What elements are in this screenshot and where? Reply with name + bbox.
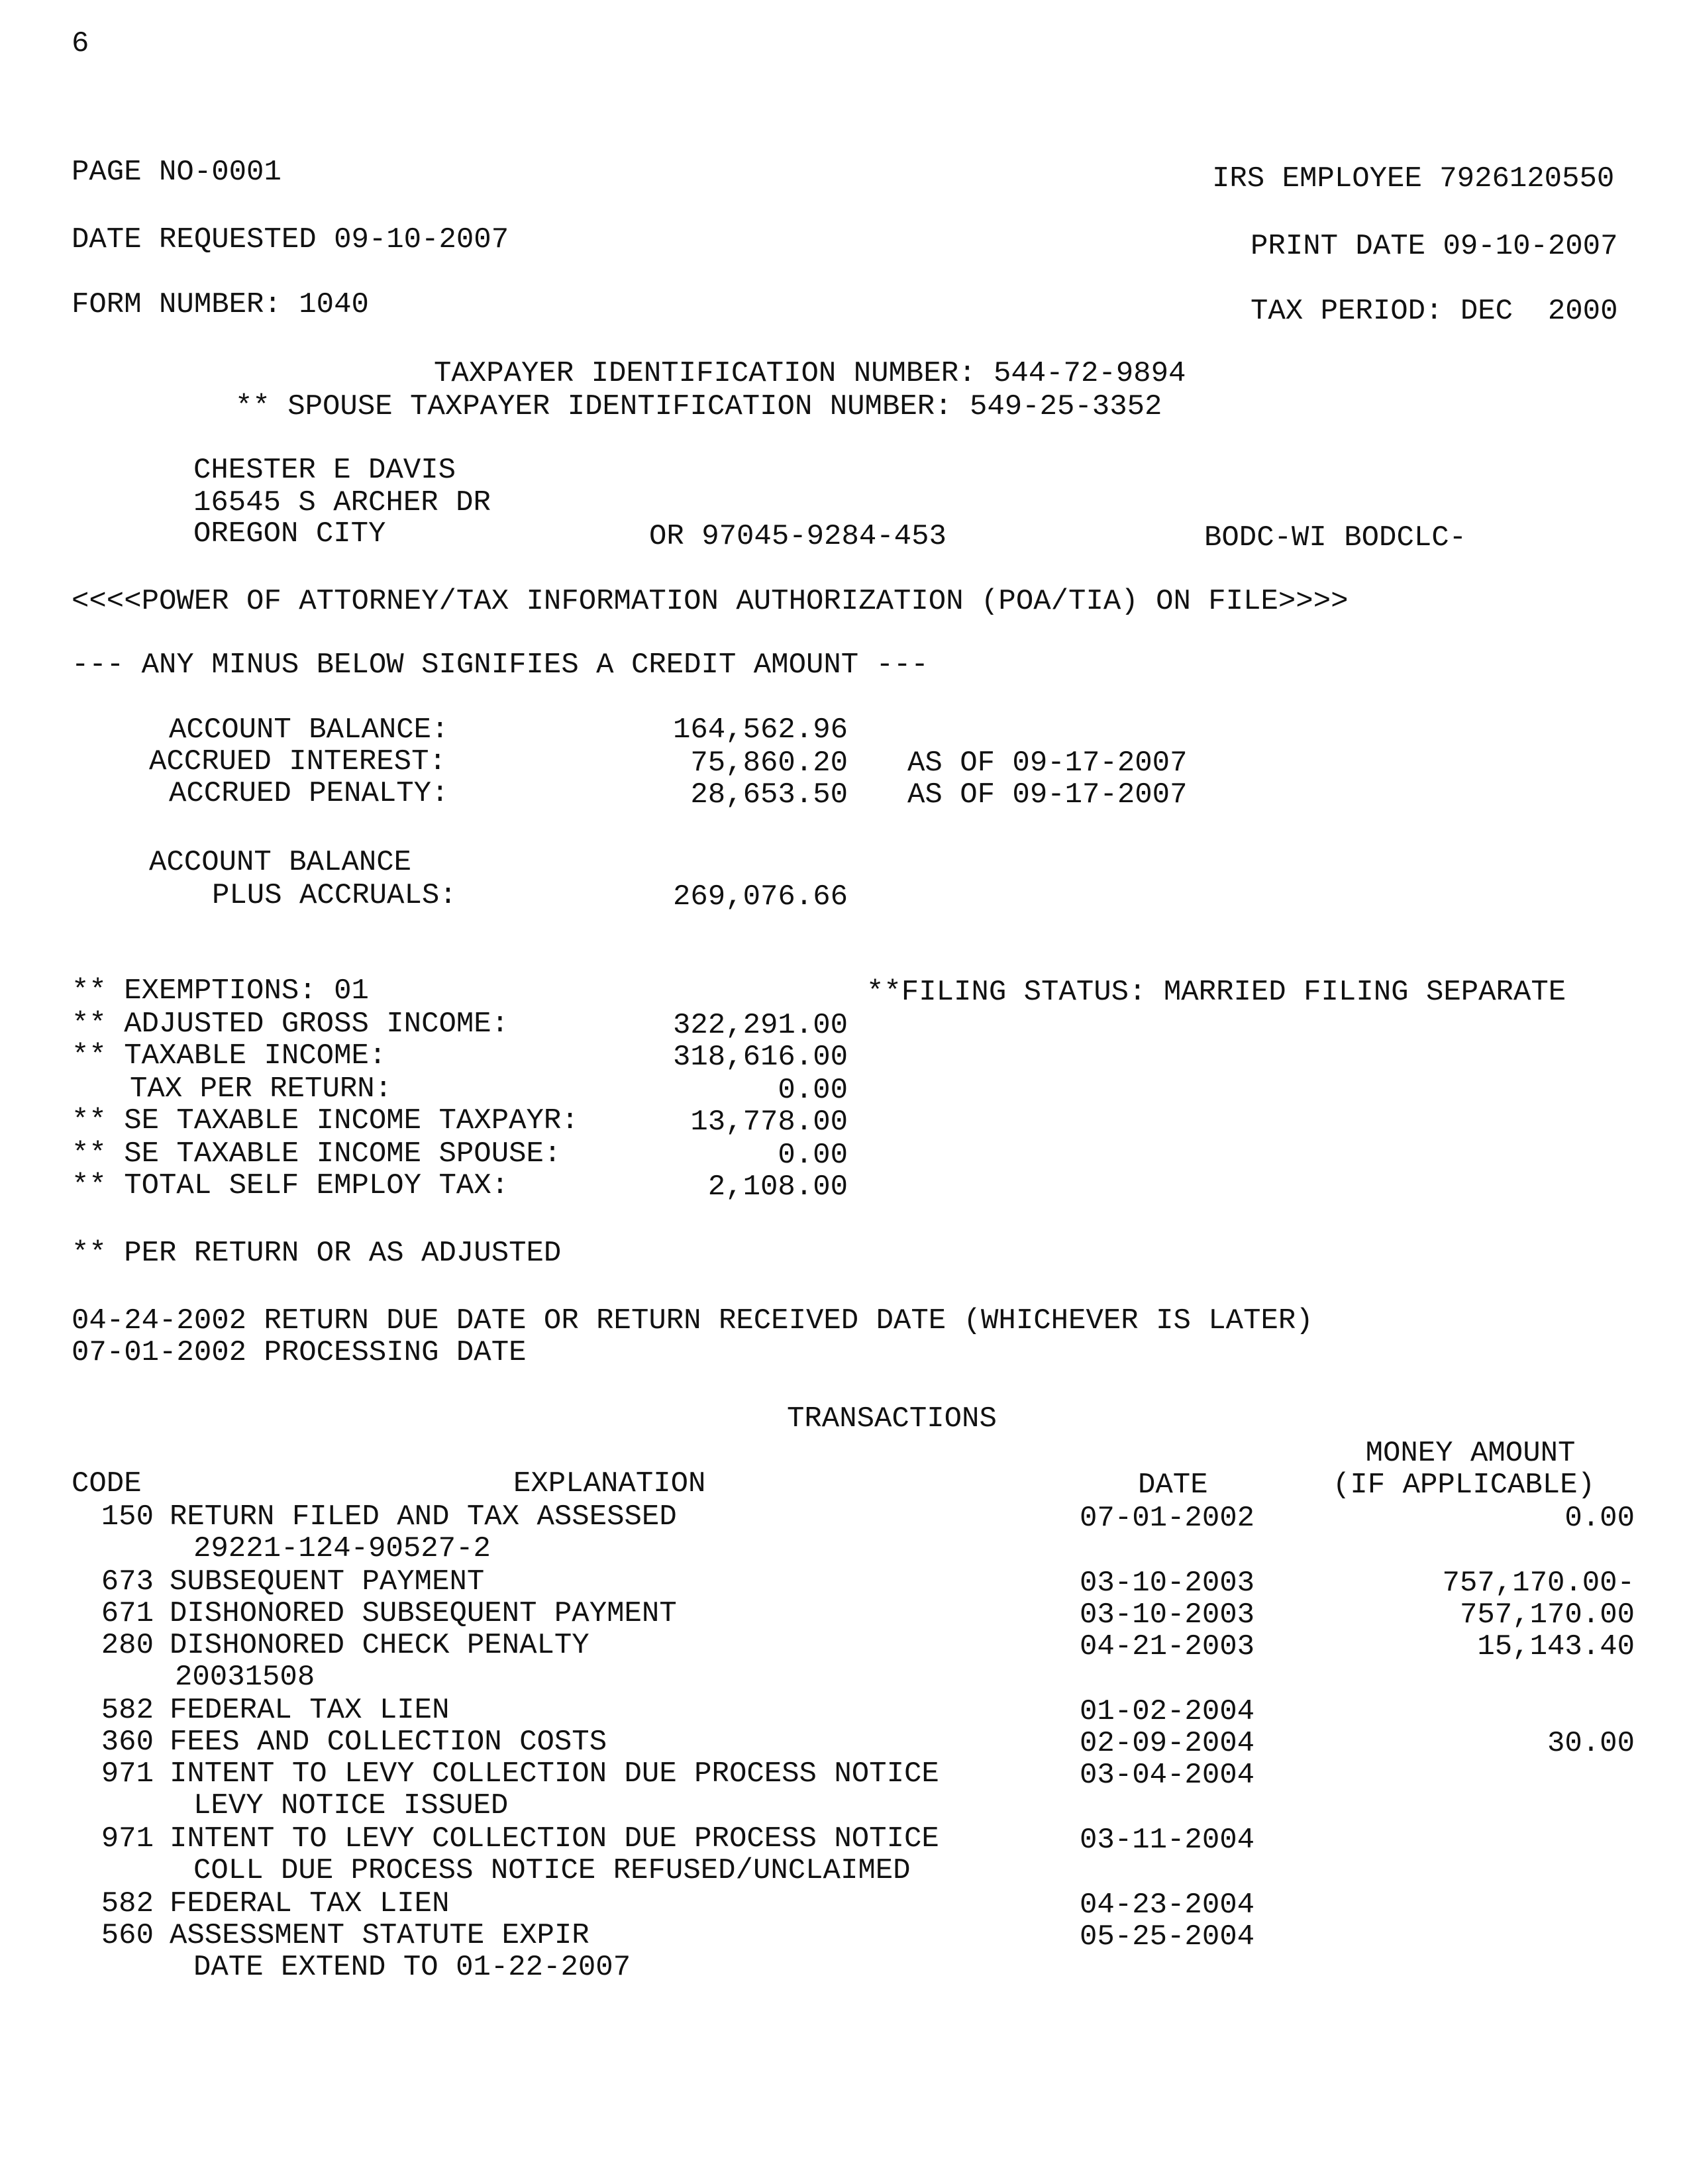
return-due-date: 04-24-2002 RETURN DUE DATE OR RETURN RECEIVED DATE (WHICHEVER IS LATER) bbox=[72, 1304, 1313, 1337]
per-return-note: ** PER RETURN OR AS ADJUSTED bbox=[72, 1237, 562, 1270]
accrued-interest-value: 75,860.20 bbox=[690, 747, 848, 780]
transaction-detail: 29221-124-90527-2 bbox=[193, 1532, 491, 1565]
transaction-explanation: FEES AND COLLECTION COSTS bbox=[170, 1726, 607, 1759]
taxable-income-value: 318,616.00 bbox=[672, 1041, 848, 1074]
transaction-explanation: FEDERAL TAX LIEN bbox=[170, 1694, 450, 1727]
transaction-amount: 30.00 bbox=[1547, 1727, 1635, 1760]
transaction-amount: 0.00 bbox=[1564, 1502, 1635, 1535]
transaction-explanation: ASSESSMENT STATUTE EXPIR bbox=[170, 1919, 589, 1952]
tax-period: TAX PERIOD: DEC 2000 bbox=[1251, 295, 1618, 328]
accrued-penalty-value: 28,653.50 bbox=[690, 778, 848, 811]
accrued-interest-label: ACCRUED INTEREST: bbox=[149, 745, 446, 778]
spouse-tin: ** SPOUSE TAXPAYER IDENTIFICATION NUMBER: 549-25-3352 bbox=[235, 390, 1162, 423]
transaction-explanation: FEDERAL TAX LIEN bbox=[170, 1887, 450, 1920]
poa-notice: <<<<POWER OF ATTORNEY/TAX INFORMATION AUTHORIZATION (POA/TIA) ON FILE>>>> bbox=[72, 585, 1349, 618]
office-code: BODC-WI BODCLC- bbox=[1204, 521, 1467, 554]
transaction-code: 971 bbox=[101, 1822, 154, 1855]
print-date: PRINT DATE 09-10-2007 bbox=[1251, 230, 1618, 263]
transaction-detail: DATE EXTEND TO 01-22-2007 bbox=[193, 1951, 631, 1984]
se-spouse-value: 0.00 bbox=[778, 1139, 848, 1172]
date-column-header: DATE bbox=[1138, 1469, 1208, 1502]
transaction-code: 582 bbox=[101, 1694, 154, 1727]
transaction-date: 03-10-2003 bbox=[1080, 1567, 1255, 1600]
transaction-code: 560 bbox=[101, 1919, 154, 1952]
transactions-title: TRANSACTIONS bbox=[787, 1402, 997, 1435]
transaction-date: 05-25-2004 bbox=[1080, 1920, 1255, 1953]
accrued-penalty-asof: AS OF 09-17-2007 bbox=[907, 778, 1188, 811]
transaction-detail: COLL DUE PROCESS NOTICE REFUSED/UNCLAIMED bbox=[193, 1854, 911, 1887]
form-number: FORM NUMBER: 1040 bbox=[72, 288, 369, 321]
transaction-amount: 757,170.00- bbox=[1442, 1567, 1635, 1600]
explanation-column-header: EXPLANATION bbox=[513, 1467, 706, 1500]
transaction-detail: LEVY NOTICE ISSUED bbox=[193, 1789, 509, 1822]
transaction-amount: 757,170.00 bbox=[1459, 1598, 1635, 1632]
irs-employee: IRS EMPLOYEE 7926120550 bbox=[1212, 162, 1615, 195]
transaction-date: 03-04-2004 bbox=[1080, 1759, 1255, 1792]
transaction-code: 673 bbox=[101, 1565, 154, 1598]
accrued-penalty-label: ACCRUED PENALTY: bbox=[169, 777, 449, 810]
transaction-explanation: SUBSEQUENT PAYMENT bbox=[170, 1565, 485, 1598]
transaction-code: 280 bbox=[101, 1629, 154, 1662]
transaction-detail: 20031508 bbox=[175, 1661, 315, 1694]
transaction-code: 582 bbox=[101, 1887, 154, 1920]
accrued-interest-asof: AS OF 09-17-2007 bbox=[907, 747, 1188, 780]
tax-per-return-value: 0.00 bbox=[778, 1074, 848, 1107]
taxpayer-street: 16545 S ARCHER DR bbox=[193, 486, 491, 519]
money-amount-header-1: MONEY AMOUNT bbox=[1365, 1437, 1576, 1470]
agi-value: 322,291.00 bbox=[672, 1009, 848, 1042]
account-balance-label: ACCOUNT BALANCE: bbox=[169, 713, 449, 747]
taxable-income-label: ** TAXABLE INCOME: bbox=[72, 1039, 387, 1072]
transaction-code: 671 bbox=[101, 1597, 154, 1630]
plus-accruals-label-1: ACCOUNT BALANCE bbox=[149, 846, 412, 879]
transaction-code: 150 bbox=[101, 1500, 154, 1534]
code-column-header: CODE bbox=[72, 1467, 142, 1500]
taxpayer-city: OREGON CITY bbox=[193, 517, 386, 550]
transaction-date: 03-11-2004 bbox=[1080, 1824, 1255, 1857]
transaction-code: 971 bbox=[101, 1757, 154, 1791]
filing-status: **FILING STATUS: MARRIED FILING SEPARATE bbox=[866, 976, 1566, 1009]
account-balance-value: 164,562.96 bbox=[672, 713, 848, 747]
transaction-amount: 15,143.40 bbox=[1477, 1630, 1635, 1663]
transaction-explanation: DISHONORED SUBSEQUENT PAYMENT bbox=[170, 1597, 677, 1630]
transaction-explanation: INTENT TO LEVY COLLECTION DUE PROCESS NOTICE bbox=[170, 1757, 939, 1791]
processing-date: 07-01-2002 PROCESSING DATE bbox=[72, 1336, 527, 1369]
tax-per-return-label: TAX PER RETURN: bbox=[130, 1072, 393, 1106]
se-spouse-label: ** SE TAXABLE INCOME SPOUSE: bbox=[72, 1137, 562, 1170]
credit-amount-note: --- ANY MINUS BELOW SIGNIFIES A CREDIT AMOUNT --- bbox=[72, 649, 929, 682]
transaction-date: 07-01-2002 bbox=[1080, 1502, 1255, 1535]
page-number: 6 bbox=[72, 27, 89, 60]
se-taxpayer-value: 13,778.00 bbox=[690, 1106, 848, 1139]
exemptions: ** EXEMPTIONS: 01 bbox=[72, 974, 369, 1008]
transaction-date: 02-09-2004 bbox=[1080, 1727, 1255, 1760]
transaction-date: 04-23-2004 bbox=[1080, 1889, 1255, 1922]
money-amount-header-2: (IF APPLICABLE) bbox=[1332, 1469, 1596, 1502]
total-se-tax-label: ** TOTAL SELF EMPLOY TAX: bbox=[72, 1169, 509, 1202]
transaction-date: 04-21-2003 bbox=[1080, 1630, 1255, 1663]
taxpayer-state-zip: OR 97045-9284-453 bbox=[649, 520, 947, 553]
transaction-explanation: RETURN FILED AND TAX ASSESSED bbox=[170, 1500, 677, 1534]
transaction-explanation: INTENT TO LEVY COLLECTION DUE PROCESS NOTICE bbox=[170, 1822, 939, 1855]
agi-label: ** ADJUSTED GROSS INCOME: bbox=[72, 1008, 509, 1041]
se-taxpayer-label: ** SE TAXABLE INCOME TAXPAYR: bbox=[72, 1104, 579, 1137]
date-requested: DATE REQUESTED 09-10-2007 bbox=[72, 223, 509, 256]
transaction-date: 03-10-2003 bbox=[1080, 1598, 1255, 1632]
total-se-tax-value: 2,108.00 bbox=[707, 1170, 848, 1204]
plus-accruals-label-2: PLUS ACCRUALS: bbox=[212, 879, 457, 912]
transaction-code: 360 bbox=[101, 1726, 154, 1759]
taxpayer-tin: TAXPAYER IDENTIFICATION NUMBER: 544-72-9894 bbox=[434, 357, 1186, 390]
transaction-date: 01-02-2004 bbox=[1080, 1695, 1255, 1728]
page-no: PAGE NO-0001 bbox=[72, 156, 282, 189]
plus-accruals-value: 269,076.66 bbox=[672, 880, 848, 913]
transaction-explanation: DISHONORED CHECK PENALTY bbox=[170, 1629, 589, 1662]
taxpayer-name: CHESTER E DAVIS bbox=[193, 454, 456, 487]
